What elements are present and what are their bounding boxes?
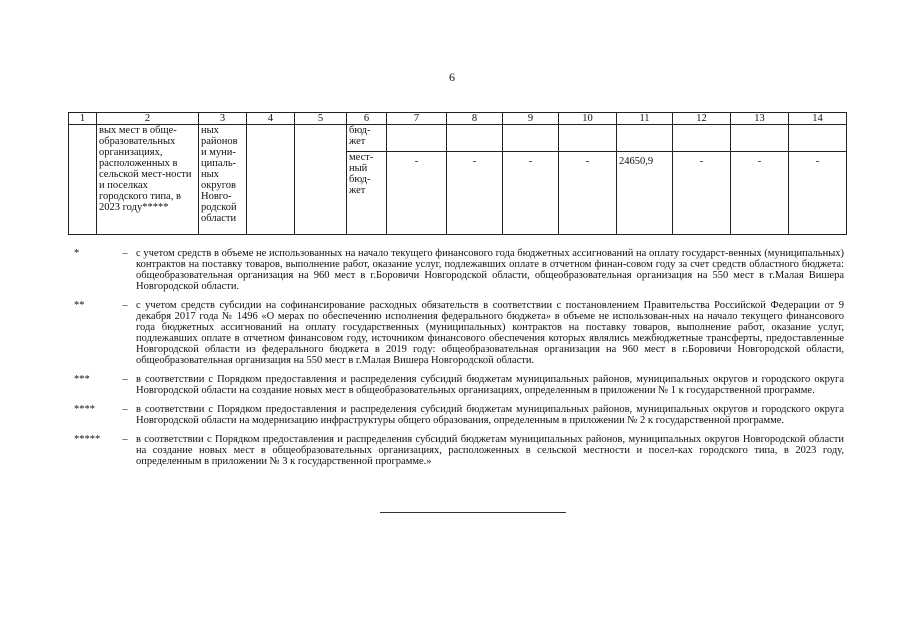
footnote-mark: **: [74, 300, 85, 311]
value-cell: 24650,9: [617, 152, 673, 235]
header-cell: 6: [347, 113, 387, 125]
table-cell: [617, 125, 673, 152]
footnote-text: с учетом средств субсидии на софинансирование расходных обязательств в соответствии с постановлением Правительства Российской Федерации от 9 декабря 2017 года № 1496 «О мерах по обеспечению исполнения федерального бюджета» в объеме не использован-ных на начало текущего финансового года бюджетных ассигнований на оплату государственных (муниципальных) контрактов на поставку товаров, выполнение работ, оказание услуг, подлежавших оплате в отчетном финансовом году, источником финансового обеспечения которых являлись межбюджетные трансферты, предоставленные Новгородской области из федерального бюджета в 2019 году: общеобразовательная организация на 960 мест в г.Боровичи Новгородской области, общеобразовательная организация на 550 мест в г.Малая Вишера Новгородской области.: [136, 300, 844, 366]
footnote-dash: –: [122, 248, 128, 259]
header-cell: 13: [731, 113, 789, 125]
funding-source-cell: мест-ный бюд-жет: [347, 152, 387, 235]
value-cell: -: [731, 152, 789, 235]
footnotes: [74, 248, 844, 475]
header-cell: 11: [617, 113, 673, 125]
header-cell: 8: [447, 113, 503, 125]
value-cell: -: [387, 152, 447, 235]
table-cell: [69, 125, 97, 235]
footnote-dash: –: [122, 404, 128, 415]
footnote-mark: *****: [74, 434, 101, 445]
value-cell: -: [503, 152, 559, 235]
program-description-cell: вых мест в обще-образовательных организациях, расположенных в сельской мест-ности и поселках городского типа, в 2023 году*****: [97, 125, 199, 235]
footnote-mark: ***: [74, 374, 90, 385]
table-cell: [559, 125, 617, 152]
footnote: [74, 434, 844, 467]
header-cell: 2: [97, 113, 199, 125]
funding-source-cell: бюд-жет: [347, 125, 387, 152]
value-cell: -: [789, 152, 847, 235]
table-cell: [447, 125, 503, 152]
footnote-dash: –: [122, 300, 128, 311]
budget-table: [68, 112, 847, 235]
footnote: [74, 300, 844, 366]
table-cell: [789, 125, 847, 152]
table-cell: [503, 125, 559, 152]
footnote-dash: –: [122, 374, 128, 385]
footnote: [74, 404, 844, 426]
table-cell: [731, 125, 789, 152]
header-cell: 4: [247, 113, 295, 125]
header-cell: 5: [295, 113, 347, 125]
value-cell: -: [447, 152, 503, 235]
footnote-text: в соответствии с Порядком предоставления и распределения субсидий бюджетам муниципальных районов, муниципальных округов и городского округа Новгородской области на модернизацию инфраструктуры общего образования, определенным в приложении № 2 к государственной программе.: [136, 404, 844, 426]
footnote-dash: –: [122, 434, 128, 445]
header-cell: 14: [789, 113, 847, 125]
footnote-mark: ****: [74, 404, 95, 415]
footnote: [74, 374, 844, 396]
table-cell: [387, 125, 447, 152]
footnote: [74, 248, 844, 292]
footnote-mark: *: [74, 248, 80, 259]
footnote-text: в соответствии с Порядком предоставления и распределения субсидий бюджетам муниципальных районов, муниципальных округов Новгородской области на создание новых мест в общеобразовательных организациях, расположенных в сельской местности и посел-ках городского типа, в 2023 году, определенным в приложении № 3 к государственной программе.»: [136, 434, 844, 467]
table-row: [69, 125, 847, 152]
value-cell: -: [673, 152, 731, 235]
header-cell: 1: [69, 113, 97, 125]
header-cell: 12: [673, 113, 731, 125]
table-header-row: [69, 113, 847, 125]
table-cell: [295, 125, 347, 235]
table-cell: [247, 125, 295, 235]
closing-rule: [380, 512, 566, 513]
header-cell: 10: [559, 113, 617, 125]
value-cell: -: [559, 152, 617, 235]
header-cell: 7: [387, 113, 447, 125]
recipient-cell: ных районов и муни-ципаль-ных округов Новго-родской области: [199, 125, 247, 235]
table-cell: [673, 125, 731, 152]
footnote-text: с учетом средств в объеме не использованных на начало текущего финансового года бюджетных ассигнований на оплату государст-венных (муниципальных) контрактов на поставку товаров, выполнение работ, оказание услуг, подлежавших оплате в отчетном финан-совом году за счет средств областного бюджета: общеобразовательная организация на 960 мест в г.Боровичи Новгородской области, общеобразовательная организация на 550 мест в г.Малая Вишера Новгородской области.: [136, 248, 844, 292]
header-cell: 3: [199, 113, 247, 125]
header-cell: 9: [503, 113, 559, 125]
page-number: 6: [449, 70, 455, 84]
footnote-text: в соответствии с Порядком предоставления и распределения субсидий бюджетам муниципальных районов, муниципальных округов и городского округа Новгородской области на создание новых мест в общеобразовательных организациях, определенным в приложении № 1 к государственной программе.: [136, 374, 844, 396]
